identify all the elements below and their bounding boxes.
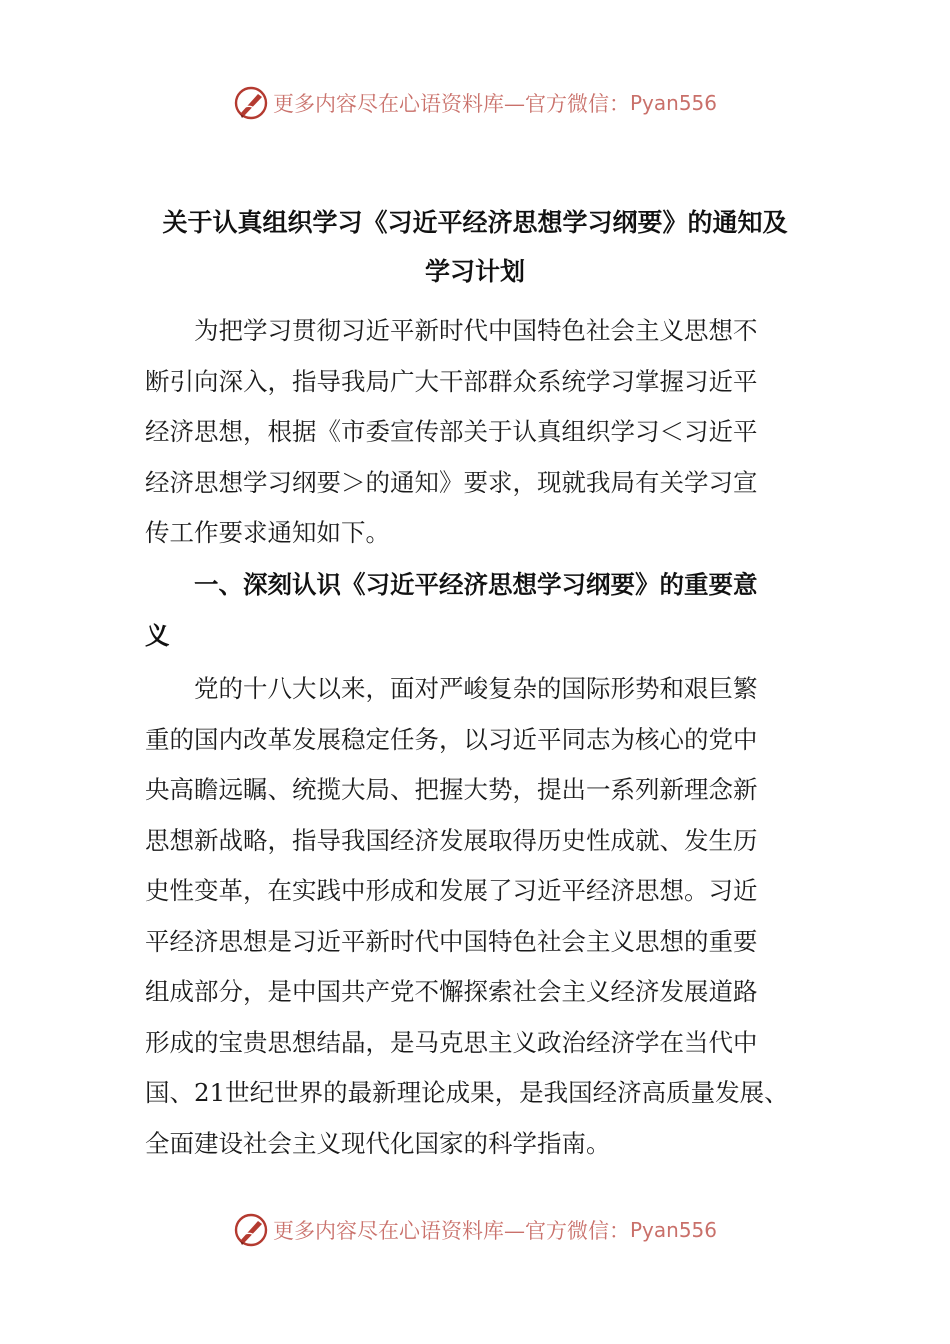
text-line: 党的十八大以来，面对严峻复杂的国际形势和艰巨繁 [194,674,758,703]
document-title [130,198,820,296]
title-line: 关于认真组织学习《习近平经济思想学习纲要》的通知及 [162,208,788,237]
watermark-banner-bottom [0,1210,950,1250]
watermark-id: Pyan556 [629,91,717,115]
text-line: 全面建设社会主义现代化国家的科学指南。 [145,1128,611,1158]
watermark-banner-top [0,83,950,123]
section-paragraph [145,664,805,1169]
heading-line: 义 [145,620,170,650]
text-line: 央高瞻远瞩、统揽大局、把握大势，提出一系列新理念新 [145,775,758,804]
title-line: 学习计划 [424,257,525,286]
text-line: 经济思想，根据《市委宣传部关于认真组织学习＜习近平 [145,417,758,446]
text-line: 重的国内改革发展稳定任务，以习近平同志为核心的党中 [145,724,758,754]
pen-logo-icon [233,1212,269,1248]
text-line: 传工作要求通知如下。 [145,518,390,547]
watermark-text: 更多内容尽在心语资料库—官方微信： [272,92,630,116]
heading-line: 一、深刻认识《习近平经济思想学习纲要》的重要意 [194,570,758,599]
text-line: 思想新战略，指导我国经济发展取得历史性成就、发生历 [145,825,758,855]
watermark-text: 更多内容尽在心语资料库—官方微信： [272,1219,630,1243]
text-line: 史性变革，在实践中形成和发展了习近平经济思想。习近 [145,876,758,905]
text-line: 为把学习贯彻习近平新时代中国特色社会主义思想不 [194,316,758,345]
pen-logo-icon [233,85,269,121]
text-line: 断引向深入，指导我局广大干部群众系统学习掌握习近平 [145,366,758,396]
text-line: 形成的宝贵思想结晶，是马克思主义政治经济学在当代中 [145,1027,758,1057]
section-heading [145,560,805,661]
text-line: 组成部分，是中国共产党不懈探索社会主义经济发展道路 [145,977,758,1006]
text-line: 经济思想学习纲要＞的通知》要求，现就我局有关学习宣 [145,467,758,497]
watermark-id: Pyan556 [629,1218,717,1242]
intro-paragraph [145,306,805,559]
text-line: 平经济思想是习近平新时代中国特色社会主义思想的重要 [145,926,758,956]
text-line: 国、21世纪世界的最新理论成果，是我国经济高质量发展、 [145,1078,789,1107]
